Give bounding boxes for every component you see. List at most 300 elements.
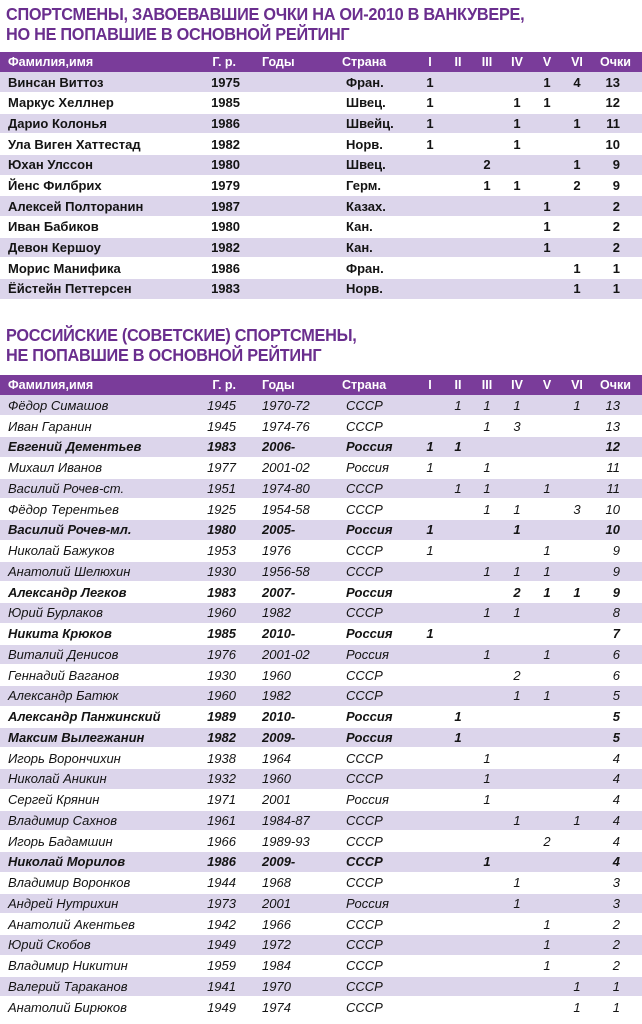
athlete-name: Михаил Иванов xyxy=(0,457,178,478)
col-place5-header: V xyxy=(532,52,562,72)
place1-count xyxy=(416,644,444,665)
birth-year: 1977 xyxy=(178,457,254,478)
table-header-row xyxy=(0,375,642,395)
place4-count xyxy=(502,155,532,176)
athlete-name: Йенс Филбрих xyxy=(0,175,178,196)
place4-count xyxy=(502,457,532,478)
table-row xyxy=(0,561,642,582)
table-row xyxy=(0,727,642,748)
country: СССР xyxy=(334,976,416,997)
place1-count xyxy=(416,175,444,196)
place3-count xyxy=(472,893,502,914)
table-header-row xyxy=(0,52,642,72)
place3-count xyxy=(472,623,502,644)
career-years: 1974-80 xyxy=(254,478,334,499)
col-place3-header: III xyxy=(472,52,502,72)
place6-count xyxy=(562,561,592,582)
country: Россия xyxy=(334,706,416,727)
birth-year: 1989 xyxy=(178,706,254,727)
country: Россия xyxy=(334,457,416,478)
athlete-name: Василий Рочев-мл. xyxy=(0,520,178,541)
points: 2 xyxy=(592,935,642,956)
country: Россия xyxy=(334,727,416,748)
place5-count: 2 xyxy=(532,831,562,852)
place4-count: 1 xyxy=(502,561,532,582)
place6-count xyxy=(562,893,592,914)
place2-count xyxy=(444,72,472,93)
career-years: 1989-93 xyxy=(254,831,334,852)
table-row xyxy=(0,665,642,686)
table-row xyxy=(0,520,642,541)
birth-year: 1960 xyxy=(178,686,254,707)
col-place4-header: IV xyxy=(502,375,532,395)
place4-count xyxy=(502,644,532,665)
table-row xyxy=(0,852,642,873)
place6-count: 1 xyxy=(562,997,592,1018)
athlete-name: Девон Кершоу xyxy=(0,237,178,258)
place3-count xyxy=(472,727,502,748)
place6-count xyxy=(562,437,592,458)
place3-count xyxy=(472,872,502,893)
place5-count: 1 xyxy=(532,237,562,258)
place3-count xyxy=(472,437,502,458)
section2-title-line2: НЕ ПОПАВШИЕ В ОСНОВНОЙ РЕЙТИНГ xyxy=(6,345,322,365)
place1-count: 1 xyxy=(416,520,444,541)
career-years: 1966 xyxy=(254,914,334,935)
col-place6-header: VI xyxy=(562,375,592,395)
place4-count: 1 xyxy=(502,93,532,114)
athlete-name: Владимир Воронков xyxy=(0,872,178,893)
points: 4 xyxy=(592,769,642,790)
section2-title-line1: РОССИЙСКИЕ (СОВЕТСКИЕ) СПОРТСМЕНЫ, xyxy=(6,325,357,345)
place4-count xyxy=(502,237,532,258)
place5-count xyxy=(532,769,562,790)
country: Кан. xyxy=(334,237,416,258)
place6-count: 4 xyxy=(562,72,592,93)
country: Россия xyxy=(334,623,416,644)
place2-count: 1 xyxy=(444,395,472,416)
country: Фран. xyxy=(334,72,416,93)
place1-count: 1 xyxy=(416,623,444,644)
points: 1 xyxy=(592,278,642,299)
place1-count xyxy=(416,686,444,707)
col-points-header: Очки xyxy=(592,52,642,72)
place1-count: 1 xyxy=(416,134,444,155)
place3-count xyxy=(472,237,502,258)
points: 9 xyxy=(592,582,642,603)
athlete-name: Ёйстейн Петтерсен xyxy=(0,278,178,299)
place1-count xyxy=(416,769,444,790)
table-row xyxy=(0,935,642,956)
place2-count xyxy=(444,748,472,769)
place1-count: 1 xyxy=(416,540,444,561)
points: 11 xyxy=(592,457,642,478)
country: Герм. xyxy=(334,175,416,196)
place5-count xyxy=(532,134,562,155)
col-place1-header: I xyxy=(416,52,444,72)
place1-count xyxy=(416,478,444,499)
athlete-name: Василий Рочев-ст. xyxy=(0,478,178,499)
points: 5 xyxy=(592,706,642,727)
place4-count xyxy=(502,997,532,1018)
birth-year: 1986 xyxy=(178,852,254,873)
col-name-header: Фамилия,имя xyxy=(0,52,178,72)
place2-count xyxy=(444,561,472,582)
place6-count xyxy=(562,686,592,707)
place1-count xyxy=(416,935,444,956)
birth-year: 1985 xyxy=(178,623,254,644)
place2-count xyxy=(444,175,472,196)
col-years-header: Годы xyxy=(254,375,334,395)
points: 9 xyxy=(592,540,642,561)
table-row xyxy=(0,457,642,478)
athlete-name: Николай Аникин xyxy=(0,769,178,790)
place5-count xyxy=(532,976,562,997)
place6-count xyxy=(562,935,592,956)
athlete-name: Виталий Денисов xyxy=(0,644,178,665)
place4-count xyxy=(502,852,532,873)
birth-year: 1975 xyxy=(178,72,254,93)
athlete-name: Фёдор Терентьев xyxy=(0,499,178,520)
country: СССР xyxy=(334,561,416,582)
place4-count xyxy=(502,748,532,769)
col-place2-header: II xyxy=(444,52,472,72)
country: Россия xyxy=(334,582,416,603)
points: 9 xyxy=(592,561,642,582)
place3-count xyxy=(472,134,502,155)
place2-count: 1 xyxy=(444,706,472,727)
career-years: 2007- xyxy=(254,582,334,603)
athlete-name: Анатолий Акентьев xyxy=(0,914,178,935)
birth-year: 1938 xyxy=(178,748,254,769)
place5-count xyxy=(532,997,562,1018)
points: 5 xyxy=(592,727,642,748)
place3-count xyxy=(472,955,502,976)
birth-year: 1982 xyxy=(178,727,254,748)
points: 13 xyxy=(592,416,642,437)
table-row xyxy=(0,437,642,458)
birth-year: 1983 xyxy=(178,278,254,299)
career-years xyxy=(254,237,334,258)
athlete-name: Винсан Виттоз xyxy=(0,72,178,93)
place4-count: 1 xyxy=(502,175,532,196)
place6-count: 1 xyxy=(562,278,592,299)
birth-year: 1985 xyxy=(178,93,254,114)
career-years xyxy=(254,93,334,114)
place1-count xyxy=(416,665,444,686)
career-years xyxy=(254,72,334,93)
athlete-name: Юрий Бурлаков xyxy=(0,603,178,624)
country: СССР xyxy=(334,872,416,893)
place6-count: 1 xyxy=(562,258,592,279)
career-years xyxy=(254,196,334,217)
place2-count xyxy=(444,955,472,976)
birth-year: 1971 xyxy=(178,789,254,810)
country: Россия xyxy=(334,893,416,914)
place4-count: 1 xyxy=(502,113,532,134)
place3-count: 1 xyxy=(472,478,502,499)
table-row xyxy=(0,113,642,134)
table-row xyxy=(0,706,642,727)
place1-count xyxy=(416,727,444,748)
place5-count: 1 xyxy=(532,561,562,582)
place3-count xyxy=(472,686,502,707)
place5-count: 1 xyxy=(532,935,562,956)
place3-count xyxy=(472,113,502,134)
place5-count xyxy=(532,872,562,893)
points: 2 xyxy=(592,196,642,217)
points: 4 xyxy=(592,810,642,831)
place6-count xyxy=(562,540,592,561)
career-years: 1984 xyxy=(254,955,334,976)
place1-count xyxy=(416,810,444,831)
col-place4-header: IV xyxy=(502,52,532,72)
place6-count xyxy=(562,478,592,499)
place2-count xyxy=(444,997,472,1018)
athlete-name: Владимир Никитин xyxy=(0,955,178,976)
place6-count xyxy=(562,789,592,810)
place2-count xyxy=(444,831,472,852)
place2-count xyxy=(444,155,472,176)
place5-count: 1 xyxy=(532,93,562,114)
place1-count xyxy=(416,789,444,810)
place1-count: 1 xyxy=(416,437,444,458)
country: СССР xyxy=(334,499,416,520)
place6-count: 1 xyxy=(562,976,592,997)
place1-count xyxy=(416,997,444,1018)
points: 12 xyxy=(592,437,642,458)
place2-count xyxy=(444,258,472,279)
place5-count: 1 xyxy=(532,582,562,603)
place5-count xyxy=(532,395,562,416)
country: СССР xyxy=(334,395,416,416)
career-years: 1964 xyxy=(254,748,334,769)
athlete-name: Иван Гаранин xyxy=(0,416,178,437)
place6-count xyxy=(562,196,592,217)
points: 11 xyxy=(592,478,642,499)
athlete-name: Юхан Улссон xyxy=(0,155,178,176)
birth-year: 1980 xyxy=(178,216,254,237)
place2-count xyxy=(444,457,472,478)
place1-count xyxy=(416,852,444,873)
athlete-name: Евгений Дементьев xyxy=(0,437,178,458)
place1-count xyxy=(416,603,444,624)
country: СССР xyxy=(334,478,416,499)
place4-count xyxy=(502,914,532,935)
place2-count xyxy=(444,93,472,114)
place5-count xyxy=(532,852,562,873)
place3-count xyxy=(472,831,502,852)
athlete-name: Валерий Тараканов xyxy=(0,976,178,997)
table-row xyxy=(0,810,642,831)
place5-count: 1 xyxy=(532,540,562,561)
table-row xyxy=(0,893,642,914)
country: СССР xyxy=(334,686,416,707)
athlete-name: Андрей Нутрихин xyxy=(0,893,178,914)
place5-count xyxy=(532,603,562,624)
place6-count xyxy=(562,748,592,769)
birth-year: 1986 xyxy=(178,258,254,279)
athlete-name: Маркус Хеллнер xyxy=(0,93,178,114)
place6-count xyxy=(562,706,592,727)
col-country-header: Страна xyxy=(334,375,416,395)
country: Россия xyxy=(334,520,416,541)
points: 2 xyxy=(592,914,642,935)
career-years: 2005- xyxy=(254,520,334,541)
career-years: 1970-72 xyxy=(254,395,334,416)
place1-count xyxy=(416,499,444,520)
points: 2 xyxy=(592,955,642,976)
place6-count xyxy=(562,457,592,478)
place2-count xyxy=(444,686,472,707)
place3-count xyxy=(472,935,502,956)
career-years: 2009- xyxy=(254,852,334,873)
place5-count: 1 xyxy=(532,644,562,665)
place1-count xyxy=(416,561,444,582)
career-years xyxy=(254,258,334,279)
birth-year: 1944 xyxy=(178,872,254,893)
career-years: 1972 xyxy=(254,935,334,956)
place5-count xyxy=(532,437,562,458)
athlete-name: Фёдор Симашов xyxy=(0,395,178,416)
birth-year: 1982 xyxy=(178,134,254,155)
place1-count xyxy=(416,416,444,437)
career-years: 2006- xyxy=(254,437,334,458)
table-row xyxy=(0,258,642,279)
table-row xyxy=(0,623,642,644)
table-row xyxy=(0,72,642,93)
section1-title-line2: НО НЕ ПОПАВШИЕ В ОСНОВНОЙ РЕЙТИНГ xyxy=(6,24,350,44)
place3-count xyxy=(472,216,502,237)
place1-count xyxy=(416,893,444,914)
place1-count xyxy=(416,872,444,893)
place2-count xyxy=(444,623,472,644)
place4-count xyxy=(502,278,532,299)
place3-count: 1 xyxy=(472,769,502,790)
section1-title-line1: СПОРТСМЕНЫ, ЗАВОЕВАВШИЕ ОЧКИ НА ОИ-2010 В ВАНКУВЕРЕ, xyxy=(6,4,525,24)
place4-count xyxy=(502,789,532,810)
place6-count xyxy=(562,831,592,852)
athlete-name: Анатолий Бирюков xyxy=(0,997,178,1018)
table-row xyxy=(0,748,642,769)
table-row xyxy=(0,134,642,155)
career-years: 1982 xyxy=(254,603,334,624)
points: 4 xyxy=(592,789,642,810)
place4-count xyxy=(502,437,532,458)
place2-count xyxy=(444,237,472,258)
points: 9 xyxy=(592,175,642,196)
place4-count xyxy=(502,623,532,644)
athlete-name: Александр Панжинский xyxy=(0,706,178,727)
place2-count: 1 xyxy=(444,478,472,499)
place5-count xyxy=(532,258,562,279)
place5-count xyxy=(532,789,562,810)
birth-year: 1980 xyxy=(178,155,254,176)
section1-title xyxy=(6,4,524,44)
country: СССР xyxy=(334,955,416,976)
place5-count: 1 xyxy=(532,955,562,976)
career-years xyxy=(254,113,334,134)
place6-count xyxy=(562,914,592,935)
table-row xyxy=(0,789,642,810)
place3-count xyxy=(472,72,502,93)
place1-count: 1 xyxy=(416,113,444,134)
col-country-header: Страна xyxy=(334,52,416,72)
table-row xyxy=(0,603,642,624)
country: Швейц. xyxy=(334,113,416,134)
place2-count xyxy=(444,644,472,665)
country: Норв. xyxy=(334,134,416,155)
table-row xyxy=(0,216,642,237)
table-row xyxy=(0,831,642,852)
points: 7 xyxy=(592,623,642,644)
country: Казах. xyxy=(334,196,416,217)
place4-count: 1 xyxy=(502,603,532,624)
place4-count: 1 xyxy=(502,872,532,893)
country: СССР xyxy=(334,603,416,624)
col-birth-year-header: Г. р. xyxy=(178,375,254,395)
place6-count: 2 xyxy=(562,175,592,196)
birth-year: 1941 xyxy=(178,976,254,997)
birth-year: 1983 xyxy=(178,582,254,603)
place5-count xyxy=(532,706,562,727)
birth-year: 1959 xyxy=(178,955,254,976)
points: 1 xyxy=(592,258,642,279)
place1-count: 1 xyxy=(416,72,444,93)
country: СССР xyxy=(334,769,416,790)
place3-count: 1 xyxy=(472,748,502,769)
place5-count xyxy=(532,665,562,686)
place5-count xyxy=(532,727,562,748)
place5-count xyxy=(532,810,562,831)
place6-count xyxy=(562,603,592,624)
place4-count xyxy=(502,706,532,727)
place6-count xyxy=(562,955,592,976)
place3-count: 1 xyxy=(472,457,502,478)
place1-count xyxy=(416,914,444,935)
career-years: 1956-58 xyxy=(254,561,334,582)
career-years: 1954-58 xyxy=(254,499,334,520)
points: 10 xyxy=(592,134,642,155)
points: 4 xyxy=(592,852,642,873)
place4-count xyxy=(502,478,532,499)
points: 2 xyxy=(592,237,642,258)
points: 3 xyxy=(592,893,642,914)
place5-count: 1 xyxy=(532,478,562,499)
place6-count xyxy=(562,727,592,748)
place5-count xyxy=(532,623,562,644)
col-place3-header: III xyxy=(472,375,502,395)
table-row xyxy=(0,976,642,997)
place3-count xyxy=(472,93,502,114)
points: 11 xyxy=(592,113,642,134)
place6-count: 1 xyxy=(562,810,592,831)
place6-count: 1 xyxy=(562,582,592,603)
career-years: 2010- xyxy=(254,623,334,644)
points: 10 xyxy=(592,520,642,541)
place5-count xyxy=(532,155,562,176)
birth-year: 1960 xyxy=(178,603,254,624)
place1-count xyxy=(416,831,444,852)
place4-count: 2 xyxy=(502,582,532,603)
place1-count xyxy=(416,395,444,416)
place4-count: 1 xyxy=(502,520,532,541)
career-years: 2001 xyxy=(254,789,334,810)
place3-count xyxy=(472,665,502,686)
birth-year: 1982 xyxy=(178,237,254,258)
place2-count: 1 xyxy=(444,727,472,748)
place1-count xyxy=(416,976,444,997)
